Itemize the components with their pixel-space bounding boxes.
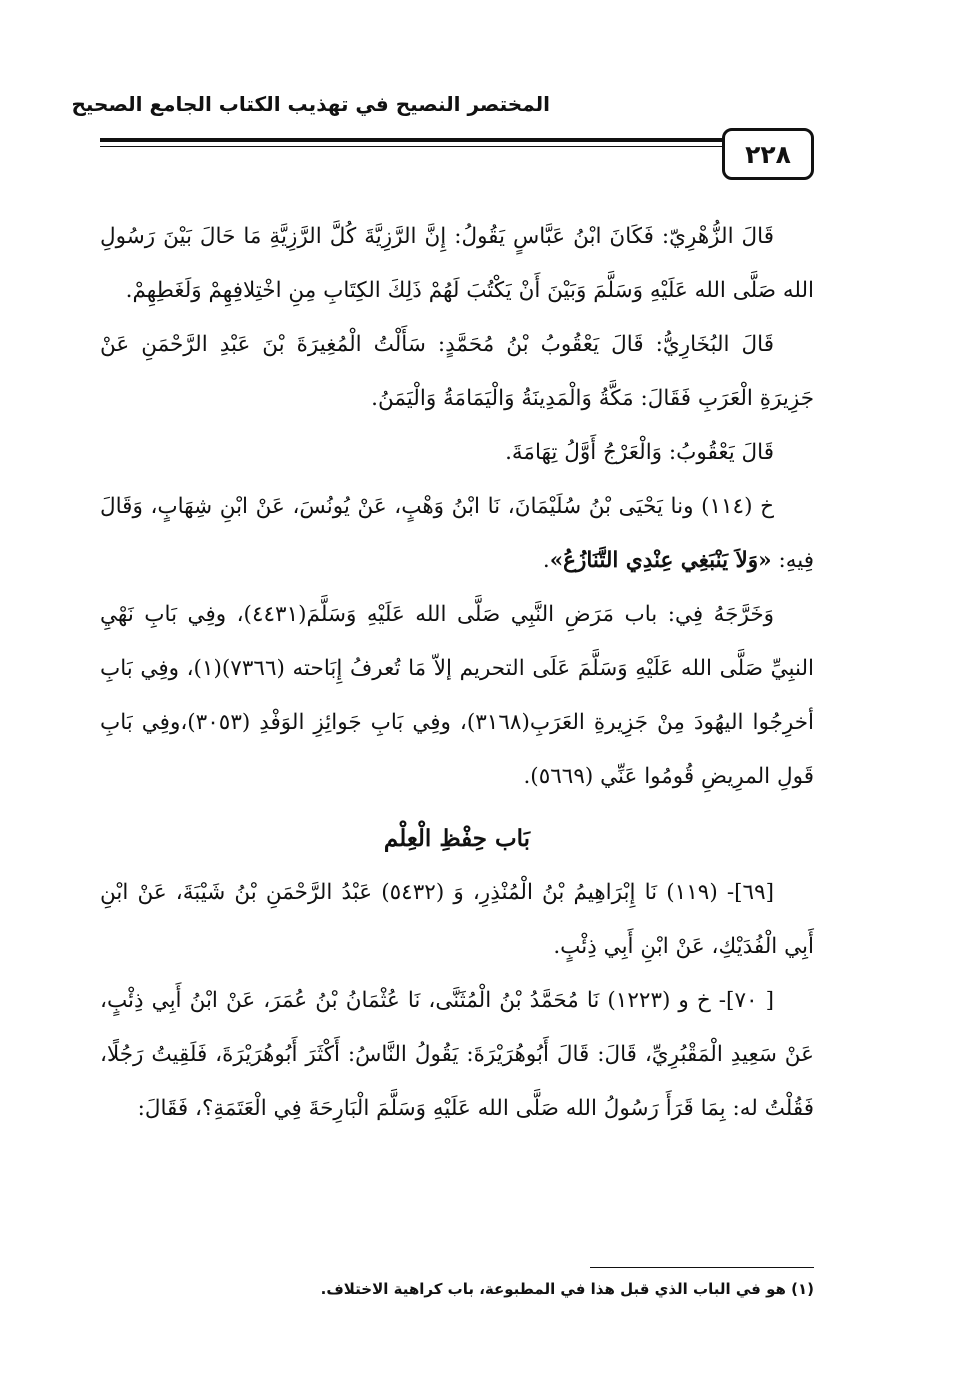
paragraph-yaqub: قَالَ يَعْقُوبُ: وَالْعَرْجُ أَوَّلُ تِهَامَةَ. [505,440,774,465]
hadith-114-end: . [542,548,550,573]
paragraph-hadith-69: [٦٩]- (١١٩) نَا إِبْرَاهِيمُ بْنُ الْمُنْذِرِ، وَ (٥٤٣٢) عَبْدُ الرَّحْمَنِ بْنُ شَيْبَةَ، عَنْ ابْنِ أَبِي الْفُدَيْكِ، عَنْ ابْنِ أَبِي ذِئْبٍ. [100,880,814,959]
page-number-box [722,128,814,180]
hadith-114-text: خ (١١٤) ونا يَحْيَى بْنُ سُلَيْمَانَ، نَا ابْنُ وَهْبٍ، عَنْ يُونُسَ، عَنْ ابْنِ شِهَابٍ، وَقَالَ فِيهِ: [100,494,814,573]
paragraph-hadith-114 [100,480,814,588]
paragraph-takhrij: وَخَرَّجَهُ فِي: باب مَرَضِ النَّبِي صَلَّى الله عَلَيْهِ وَسَلَّمَ(٤٤٣١)، وفِي بَابِ نَهْيِ النبِيِّ صَلَّى الله عَلَيْهِ وَسَلَّمَ عَلَى التحريم إلاّ مَا تُعرفُ إِبَاحته (٧٣٦٦)(١)، وفِي بَابِ أخرِجُوا اليهُودَ مِنْ جَزِيرةِ العَرَبِ(٣١٦٨)، وفِي بَابِ جَوائِزِ الوَفْدِ (٣٠٥٣)،وفِي بَابِ قَولِ المرِيضِ قُومُوا عَنِّي (٥٦٦٩). [100,602,815,789]
paragraph-zuhri: قَالَ الزُّهْرِيّ: فَكَانَ ابْنُ عَبَّاسٍ يَقُولُ: إِنَّ الرَّزِيَّةَ كُلَّ الرَّزِيَّةِ مَا حَالَ بَيْنَ رَسُولِ الله صَلَّى الله عَلَيْهِ وَسَلَّمَ وَبَيْنَ أَنْ يَكْتُبَ لَهُمْ ذَلِكَ الكِتَابِ مِنِ اخْتِلافِهِمْ وَلَغَطِهِمْ. [100,224,814,303]
paragraph-bukhari: قَالَ البُخَارِيُّ: قَالَ يَعْقُوبُ بْنُ مُحَمَّدٍ: سَأَلْتُ الْمُغِيرَةَ بْنَ عَبْدِ الرَّحْمَنِ عَنْ جَزِيرَةِ الْعَرَبِ فَقَالَ: مَكَّةُ وَالْمَدِينَةُ وَالْيَمَامَةُ وَالْيَمَنُ. [100,332,814,411]
paragraph-hadith-70: [ ٧٠]- خ و (١٢٢٣) نَا مُحَمَّدُ بْنُ الْمُثَنَّى، نَا عُثْمَانُ بْنُ عُمَرَ، عَنْ ابْنُ أَبِي ذِئْبٍ، عَنْ سَعِيدِ الْمَقْبُرِيِّ، قَالَ: قَالَ أَبُوهُرَيْرَةَ: يَقُولُ النَّاسُ: أَكْثَرَ أَبُوهُرَيْرَةَ، فَلَقِيتُ رَجُلًا، فَقُلْتُ له: بِمَا قَرَأَ رَسُولُ الله صَلَّى الله عَلَيْهِ وَسَلَّمَ الْبَارِحَةَ فِي الْعَتَمَةِ؟، فَقَالَ: [100,988,814,1121]
footnote: (١) هو في الباب الذي قبل هذا في المطبوعة، باب كراهية الاختلاف. [320,1280,814,1298]
chapter-heading: بَاب حِفْظِ الْعِلْم [383,825,531,852]
header-rule-thin [100,146,722,147]
running-title: المختصر النصيح في تهذيب الكتاب الجامع الصحيح [71,92,550,116]
hadith-114-quote: «وَلاَ يَنْبَغِي عِنْدِي التَّنَازُعُ» [549,548,772,573]
main-text [100,210,814,1136]
header-rule-thick [100,138,722,142]
page-number: ٢٢٨ [745,139,791,169]
footnote-rule [590,1267,814,1268]
